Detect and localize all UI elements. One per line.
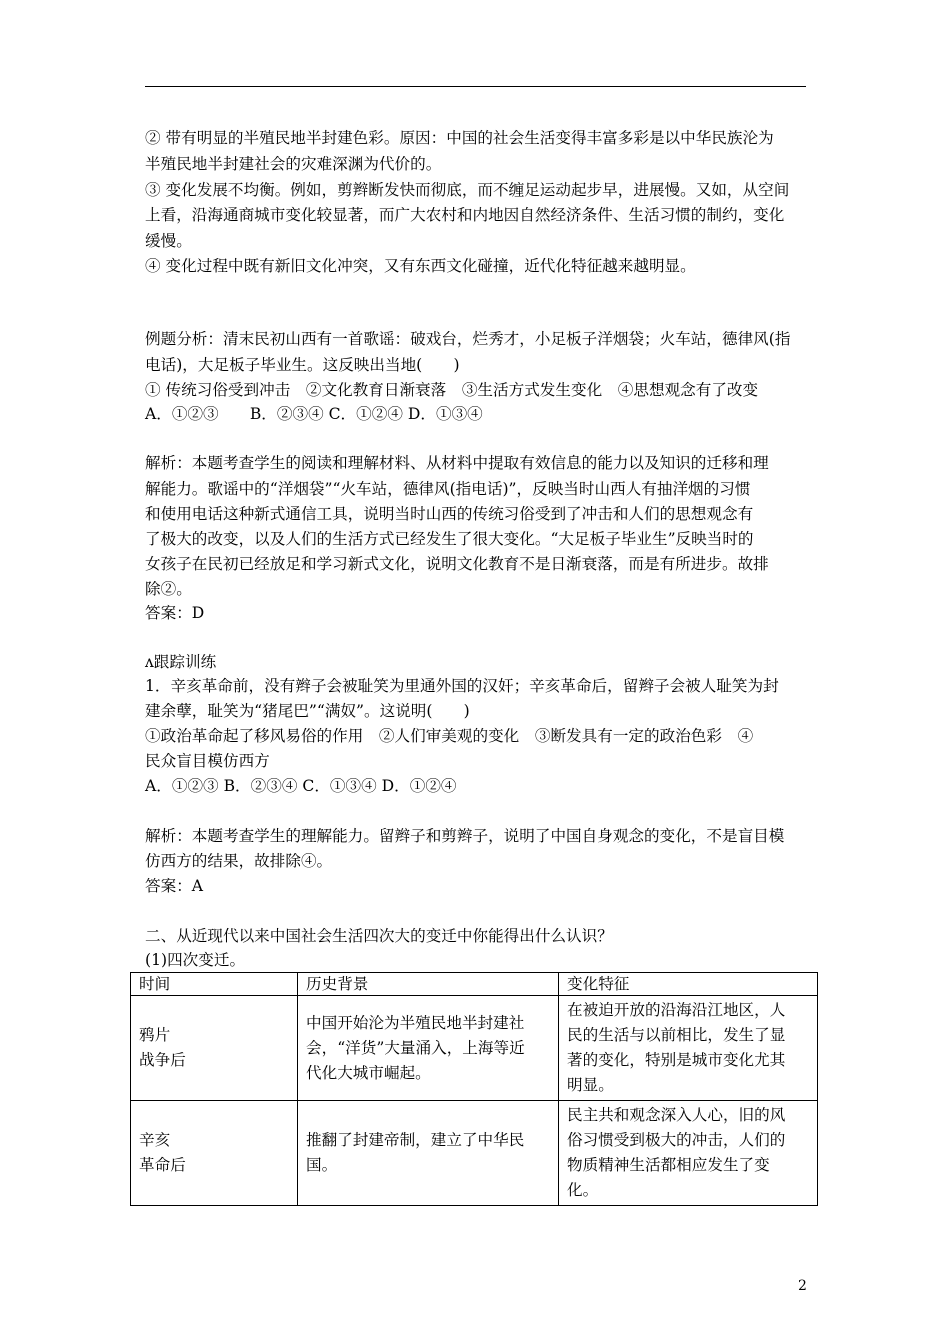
table-header-cell: 时间 <box>131 973 298 996</box>
exercise-question: 建余孽，耻笑为“猪尾巴”“满奴”。这说明( ) <box>145 702 470 720</box>
exercise-question: 1．辛亥革命前，没有辫子会被耻笑为里通外国的汉奸；辛亥革命后，留辫子会被人耻笑为封 <box>145 677 779 695</box>
table-row <box>131 996 818 1101</box>
section-heading: ʌ跟踪训练 <box>145 653 217 671</box>
cell-line: 会，“洋货”大量涌入，上海等近 <box>306 1038 525 1057</box>
cell-line: 战争后 <box>139 1051 186 1069</box>
text-line: ③ 变化发展不均衡。例如，剪辫断发快而彻底，而不缠足运动起步早，进展慢。又如，从空间 <box>145 181 790 199</box>
exercise-options: 民众盲目模仿西方 <box>145 752 270 770</box>
example-choices: A．①②③ B．②③④ C．①②④ D．①③④ <box>145 405 483 423</box>
cell-line: 化。 <box>567 1181 599 1199</box>
example-question: 电话)，大足板子毕业生。这反映出当地( ) <box>145 356 460 374</box>
text-line: 上看，沿海通商城市变化较显著，而广大农村和内地因自然经济条件、生活习惯的制约，变化 <box>145 206 785 224</box>
analysis-text: 解析：本题考查学生的理解能力。留辫子和剪辫子，说明了中国自身观念的变化，不是盲目模 <box>145 827 785 845</box>
table-cell-background <box>298 996 559 1101</box>
cell-line: 革命后 <box>139 1156 186 1174</box>
exercise-options: ①政治革命起了移风易俗的作用 ②人们审美观的变化 ③断发具有一定的政治色彩 ④ <box>145 727 754 745</box>
subsection-heading: (1)四次变迁。 <box>145 951 246 969</box>
table-cell-time <box>131 996 298 1101</box>
text-line: 缓慢。 <box>145 232 192 250</box>
table-header-cell: 历史背景 <box>298 973 559 996</box>
changes-table <box>130 972 818 1206</box>
cell-line: 推翻了封建帝制，建立了中华民 <box>306 1131 525 1149</box>
cell-line: 国。 <box>306 1156 338 1174</box>
text-line: ④ 变化过程中既有新旧文化冲突，又有东西文化碰撞，近代化特征越来越明显。 <box>145 257 696 275</box>
analysis-text: 除②。 <box>145 580 192 598</box>
answer-text: 答案：D <box>145 604 205 622</box>
analysis-text: 女孩子在民初已经放足和学习新式文化，说明文化教育不是日渐衰落，而是有所进步。故排 <box>145 555 769 573</box>
table-cell-time <box>131 1101 298 1206</box>
cell-line: 物质精神生活都相应发生了变 <box>567 1156 770 1174</box>
cell-line: 在被迫开放的沿海沿江地区，人 <box>567 1001 786 1019</box>
section-heading: 二、从近现代以来中国社会生活四次大的变迁中你能得出什么认识？ <box>145 927 613 945</box>
analysis-text: 解能力。歌谣中的“洋烟袋”“火车站，德律风(指电话)”，反映当时山西人有抽洋烟的习惯 <box>145 480 751 498</box>
cell-line: 明显。 <box>567 1076 614 1094</box>
cell-line: 辛亥 <box>139 1131 171 1149</box>
header-rule <box>145 86 806 87</box>
cell-line: 中国开始沦为半殖民地半封建社 <box>306 1013 525 1032</box>
cell-line: 俗习惯受到极大的冲击，人们的 <box>567 1131 786 1149</box>
answer-text: 答案：A <box>145 877 204 895</box>
table-row <box>131 1101 818 1206</box>
text-line: 半殖民地半封建社会的灾难深渊为代价的。 <box>145 155 442 173</box>
cell-line: 代化大城市崛起。 <box>306 1063 431 1082</box>
cell-line: 鸦片 <box>139 1026 171 1044</box>
analysis-text: 了极大的改变，以及人们的生活方式已经发生了很大变化。“大足板子毕业生”反映当时的 <box>145 530 754 548</box>
cell-line: 著的变化，特别是城市变化尤其 <box>567 1051 786 1069</box>
analysis-text: 和使用电话这种新式通信工具，说明当时山西的传统习俗受到了冲击和人们的思想观念有 <box>145 505 754 523</box>
table-header-row <box>131 973 818 996</box>
table-cell-features <box>559 996 818 1101</box>
exercise-choices: A．①②③ B．②③④ C．①③④ D．①②④ <box>145 777 457 795</box>
analysis-text: 仿西方的结果，故排除④。 <box>145 852 333 870</box>
example-options: ① 传统习俗受到冲击 ②文化教育日渐衰落 ③生活方式发生变化 ④思想观念有了改变 <box>145 381 759 399</box>
text-line: ② 带有明显的半殖民地半封建色彩。原因：中国的社会生活变得丰富多彩是以中华民族沦为 <box>145 129 774 147</box>
table-header-cell: 变化特征 <box>559 973 818 996</box>
example-question: 例题分析：清末民初山西有一首歌谣：破戏台，烂秀才，小足板子洋烟袋；火车站，德律风(指 <box>145 330 791 348</box>
table-cell-features <box>559 1101 818 1206</box>
analysis-text: 解析：本题考查学生的阅读和理解材料、从材料中提取有效信息的能力以及知识的迁移和理 <box>145 454 769 472</box>
table-cell-background <box>298 1101 559 1206</box>
cell-line: 民主共和观念深入人心，旧的风 <box>567 1106 786 1124</box>
page-number: 2 <box>798 1278 807 1294</box>
cell-line: 民的生活与以前相比，发生了显 <box>567 1026 786 1044</box>
